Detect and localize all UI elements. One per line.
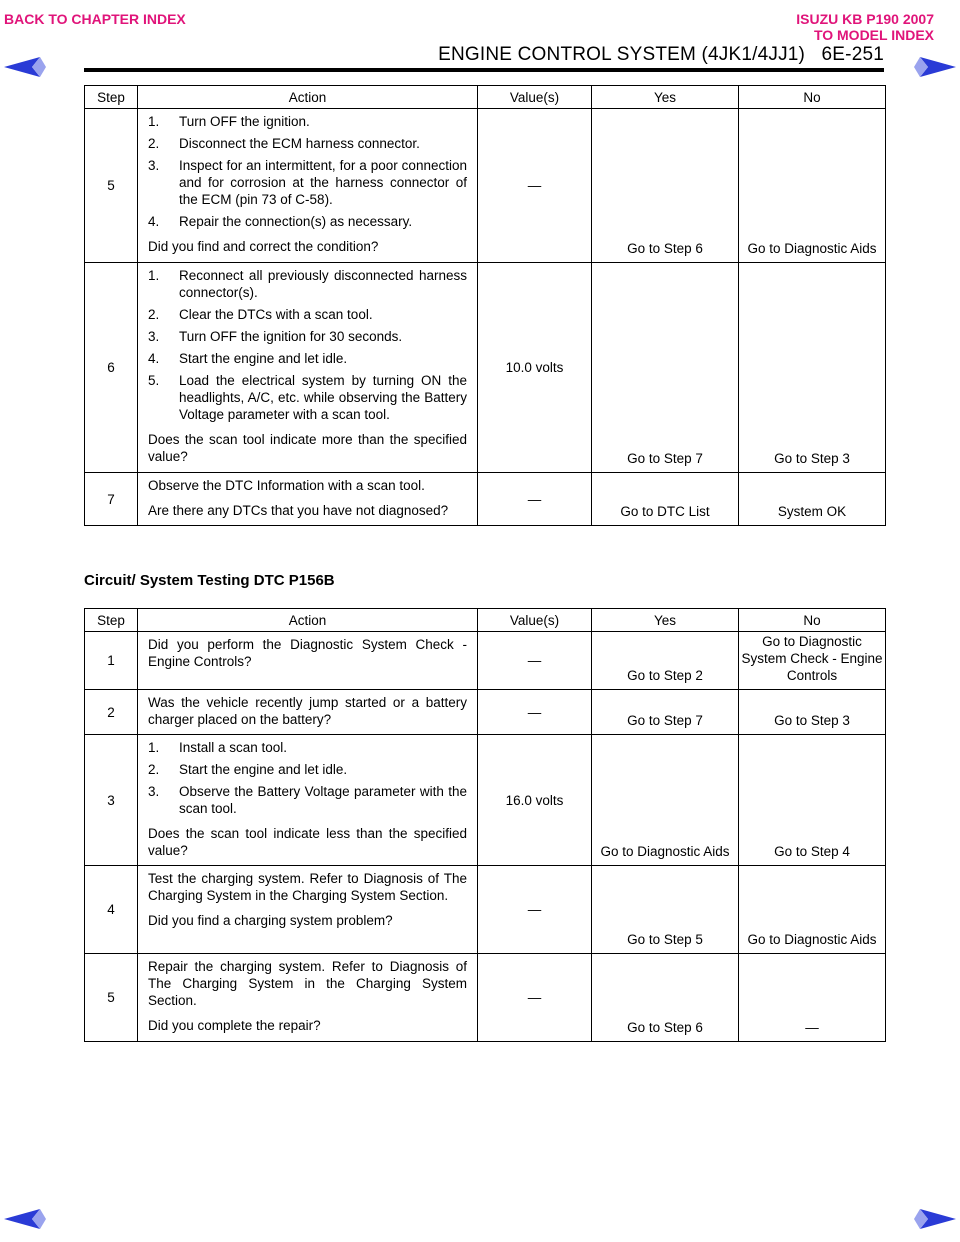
table-row bbox=[85, 866, 886, 954]
brand-title: ISUZU KB P190 2007 bbox=[796, 11, 934, 27]
table-row bbox=[85, 109, 886, 263]
diagnostic-table-p156b bbox=[84, 608, 886, 1042]
step-number: 3 bbox=[85, 735, 138, 866]
action-cell bbox=[138, 473, 478, 526]
list-item: 4. Start the engine and let idle. bbox=[148, 351, 348, 366]
value-cell: — bbox=[478, 866, 592, 954]
step-number: 5 bbox=[85, 109, 138, 263]
step-number: 1 bbox=[85, 632, 138, 690]
action-cell bbox=[138, 690, 478, 735]
prev-page-arrow-icon[interactable] bbox=[2, 1208, 50, 1230]
table-row bbox=[85, 735, 886, 866]
question: Did you perform the Diagnostic System Check - Engine Controls? bbox=[148, 637, 467, 669]
action-text: Test the charging system. Refer to Diagnosis of The Charging System in the Charging System Section. bbox=[148, 871, 467, 903]
question: Are there any DTCs that you have not diagnosed? bbox=[148, 503, 449, 518]
value-cell: — bbox=[478, 954, 592, 1042]
no-cell: Go to Diagnostic Aids bbox=[739, 109, 886, 263]
action-cell bbox=[138, 866, 478, 954]
page-header bbox=[438, 44, 884, 66]
step-number: 6 bbox=[85, 263, 138, 473]
col-no: No bbox=[739, 609, 886, 632]
col-yes: Yes bbox=[592, 86, 739, 109]
diagnostic-table-continued bbox=[84, 85, 886, 526]
section-title: Circuit/ System Testing DTC P156B bbox=[84, 572, 335, 589]
list-item: 3. Turn OFF the ignition for 30 seconds. bbox=[148, 329, 403, 344]
question: Did you find and correct the condition? bbox=[148, 239, 379, 254]
action-cell bbox=[138, 263, 478, 473]
no-cell: Go to Step 3 bbox=[739, 690, 886, 735]
back-to-chapter-index-link[interactable]: BACK TO CHAPTER INDEX bbox=[4, 11, 186, 27]
col-value: Value(s) bbox=[478, 86, 592, 109]
table-row bbox=[85, 263, 886, 473]
table-row bbox=[85, 690, 886, 735]
yes-cell: Go to Step 6 bbox=[592, 954, 739, 1042]
step-number: 5 bbox=[85, 954, 138, 1042]
col-no: No bbox=[739, 86, 886, 109]
list-item: 1. Reconnect all previously disconnected harness connector(s). bbox=[148, 268, 467, 300]
list-item: 2. Disconnect the ECM harness connector. bbox=[148, 136, 420, 151]
chapter-title: ENGINE CONTROL SYSTEM (4JK1/4JJ1) bbox=[438, 44, 806, 65]
list-item: 1. Install a scan tool. bbox=[148, 740, 288, 755]
list-item: 3. Inspect for an intermittent, for a poor connection and for corrosion at the harness connector of the ECM (pin 73 of C-58). bbox=[148, 158, 467, 207]
action-cell bbox=[138, 954, 478, 1042]
next-page-arrow-icon[interactable] bbox=[910, 1208, 958, 1230]
step-number: 4 bbox=[85, 866, 138, 954]
value-cell: — bbox=[478, 632, 592, 690]
no-cell: Go to Diagnostic System Check - Engine Controls bbox=[739, 632, 886, 690]
action-text: Observe the DTC Information with a scan tool. bbox=[148, 478, 425, 493]
col-action: Action bbox=[138, 609, 478, 632]
table-header-row bbox=[85, 86, 886, 109]
table-row bbox=[85, 954, 886, 1042]
table-row bbox=[85, 632, 886, 690]
value-cell: — bbox=[478, 473, 592, 526]
col-step: Step bbox=[85, 86, 138, 109]
action-cell bbox=[138, 109, 478, 263]
no-cell: — bbox=[739, 954, 886, 1042]
question: Did you complete the repair? bbox=[148, 1018, 321, 1033]
question: Does the scan tool indicate more than the specified value? bbox=[148, 432, 467, 464]
action-cell bbox=[138, 735, 478, 866]
page-number: 6E-251 bbox=[821, 44, 884, 65]
list-item: 2. Clear the DTCs with a scan tool. bbox=[148, 307, 373, 322]
yes-cell: Go to Step 5 bbox=[592, 866, 739, 954]
value-cell: 16.0 volts bbox=[478, 735, 592, 866]
header-rule bbox=[84, 68, 884, 72]
col-step: Step bbox=[85, 609, 138, 632]
yes-cell: Go to Diagnostic Aids bbox=[592, 735, 739, 866]
step-number: 2 bbox=[85, 690, 138, 735]
yes-cell: Go to Step 2 bbox=[592, 632, 739, 690]
no-cell: Go to Diagnostic Aids bbox=[739, 866, 886, 954]
list-item: 1. Turn OFF the ignition. bbox=[148, 114, 310, 129]
value-cell: — bbox=[478, 690, 592, 735]
yes-cell: Go to Step 6 bbox=[592, 109, 739, 263]
col-yes: Yes bbox=[592, 609, 739, 632]
brand-block bbox=[796, 11, 934, 43]
to-model-index-link[interactable]: TO MODEL INDEX bbox=[813, 27, 934, 43]
question: Did you find a charging system problem? bbox=[148, 913, 393, 928]
col-action: Action bbox=[138, 86, 478, 109]
list-item: 3. Observe the Battery Voltage parameter with the scan tool. bbox=[148, 784, 467, 816]
question: Was the vehicle recently jump started or a battery charger placed on the battery? bbox=[148, 695, 467, 727]
col-value: Value(s) bbox=[478, 609, 592, 632]
no-cell: System OK bbox=[739, 473, 886, 526]
table-header-row bbox=[85, 609, 886, 632]
yes-cell: Go to Step 7 bbox=[592, 690, 739, 735]
list-item: 2. Start the engine and let idle. bbox=[148, 762, 348, 777]
yes-cell: Go to DTC List bbox=[592, 473, 739, 526]
no-cell: Go to Step 3 bbox=[739, 263, 886, 473]
list-item: 4. Repair the connection(s) as necessary. bbox=[148, 214, 413, 229]
value-cell: — bbox=[478, 109, 592, 263]
step-number: 7 bbox=[85, 473, 138, 526]
yes-cell: Go to Step 7 bbox=[592, 263, 739, 473]
next-page-arrow-icon[interactable] bbox=[910, 56, 958, 78]
action-text: Repair the charging system. Refer to Diagnosis of The Charging System in the Charging System Section. bbox=[148, 959, 467, 1008]
value-cell: 10.0 volts bbox=[478, 263, 592, 473]
prev-page-arrow-icon[interactable] bbox=[2, 56, 50, 78]
action-cell bbox=[138, 632, 478, 690]
list-item: 5. Load the electrical system by turning ON the headlights, A/C, etc. while observing the Battery Voltage parameter with a scan tool. bbox=[148, 373, 467, 422]
no-cell: Go to Step 4 bbox=[739, 735, 886, 866]
question: Does the scan tool indicate less than the specified value? bbox=[148, 826, 467, 858]
table-row bbox=[85, 473, 886, 526]
